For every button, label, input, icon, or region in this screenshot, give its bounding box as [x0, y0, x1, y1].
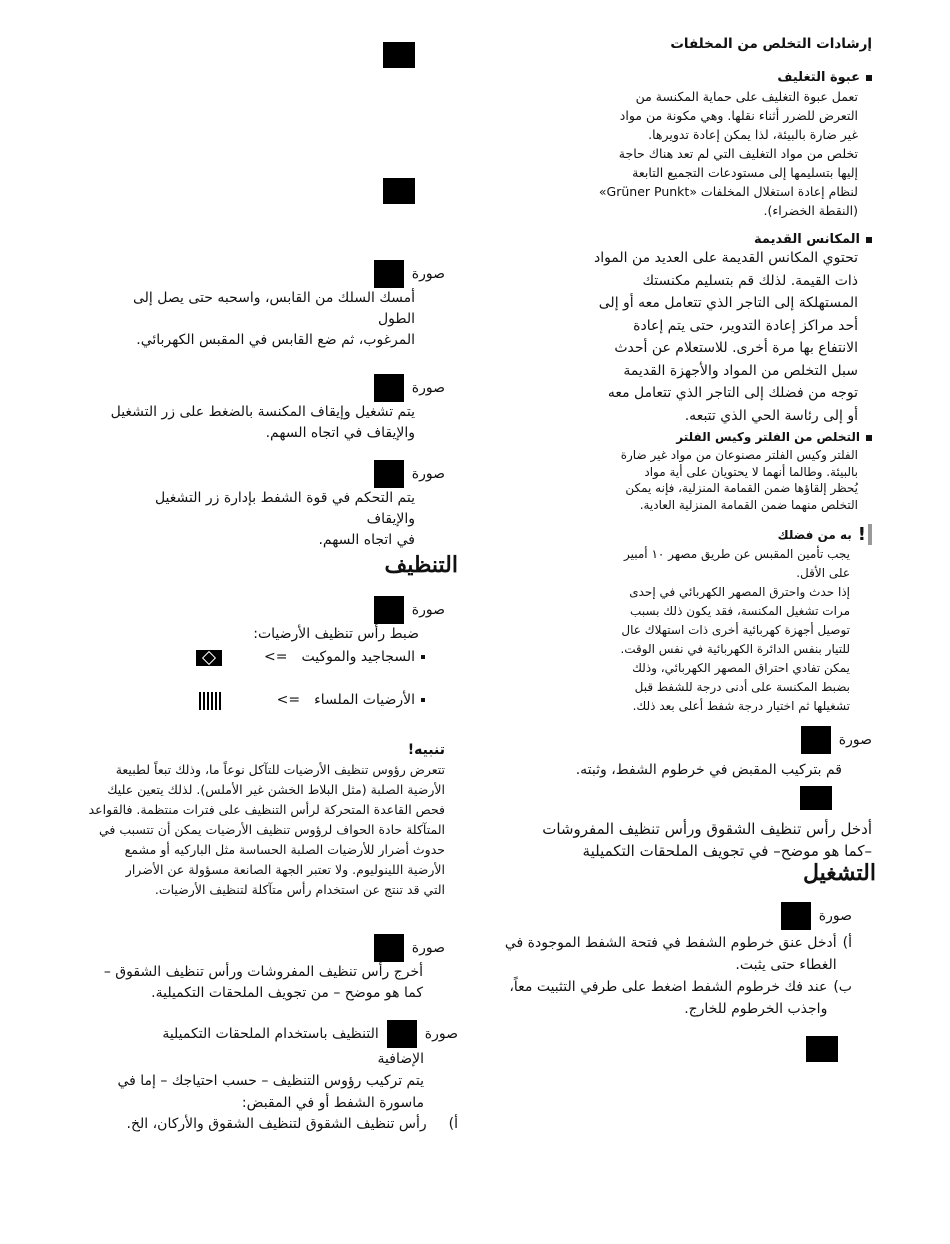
text-line: التعرض للضرر أثناء نقلها. وهي مكونة من مواد [619, 108, 858, 123]
carpet-setting-icon [196, 650, 222, 666]
caution-heading: تنبيه! [407, 742, 445, 758]
text-line: سبل التخلص من المواد والأجهزة القديمة [623, 362, 858, 379]
text-line: إليها بتسليمها إلى مستودعات التجميع التابعة [632, 165, 858, 180]
figure-marker [806, 1036, 838, 1062]
fig-b-text [472, 818, 872, 862]
fig6-block [78, 1020, 458, 1135]
figure-label: صورة [838, 732, 872, 748]
figure-marker [374, 596, 404, 624]
packaging-heading: عبوة التغليف [777, 70, 860, 85]
operation-block [472, 902, 852, 1020]
figure-label: صورة [424, 1026, 458, 1042]
text-line: تشغيلها ثم اختيار درجة شفط أعلى بعد ذلك. [632, 699, 850, 713]
text-line: ماسورة الشفط أو في المقبض: [241, 1095, 424, 1111]
packaging-text [572, 87, 858, 220]
text-line: الغطاء حتى يثبت. [735, 957, 837, 973]
fig3-block [105, 460, 445, 551]
text-line: تعمل عبوة التغليف على حماية المكنسة من [635, 89, 858, 104]
text-line: فحص القاعدة المتحركة لرأس التنظيف على فترات منتظمة. فالقواعد [88, 802, 445, 817]
fig6-heading: التنظيف باستخدام الملحقات التكميلية [162, 1026, 379, 1042]
warning-icon: ! [858, 524, 872, 545]
floor-setting-row [105, 690, 425, 711]
text-line: يمكن تفادي احتراق المصهر الكهربائي، وذلك [632, 661, 850, 675]
figure-label: صورة [411, 602, 445, 618]
text-line: أدخل عنق خرطوم الشفط في فتحة الشفط الموجودة في [504, 935, 837, 951]
bullet-icon [866, 435, 872, 441]
arrow-text: <= [264, 649, 288, 665]
figure-marker [374, 374, 404, 402]
figure-marker [374, 934, 404, 962]
figure-label: صورة [411, 466, 445, 482]
text-line: رأس تنظيف الشقوق لتنظيف الشقوق والأركان، الخ. [126, 1116, 427, 1132]
old-vacuums-heading: المكانس القديمة [754, 232, 860, 247]
filter-block [552, 428, 872, 513]
text-line: المتآكلة حادة الحواف لرؤوس تنظيف الأرضيات يمكن أن تتسبب في [98, 822, 445, 837]
figure-marker [781, 902, 811, 930]
text-line: المرغوب، ثم ضع القابس في المقبس الكهربائي. [136, 332, 415, 348]
text-line: التخلص منهما ضمن القمامة المنزلية العادية. [639, 497, 858, 512]
floor-setting-row [105, 647, 425, 668]
text-line: في اتجاه السهم. [318, 532, 415, 548]
text-line: ذات القيمة. لذلك قم بتسليم مكنستك [642, 272, 858, 289]
figure-marker [374, 460, 404, 488]
old-vacuums-block [552, 232, 872, 427]
text-line: للتيار بنفس الدائرة الكهربائية في نفس الوقت. [620, 642, 850, 656]
text-line: توصيل أجهزة كهربائية أخرى ذات استهلاك عال [621, 623, 850, 637]
text-line: مرات تشغيل المكنسة، فقد يكون ذلك بسبب [630, 604, 850, 618]
bullet-icon [421, 698, 425, 702]
fig4-block [105, 596, 445, 711]
disposal-section [552, 36, 872, 52]
old-vacuums-text [552, 247, 858, 427]
fig2-block [105, 374, 445, 444]
text-line: لنظام إعادة استغلال المخلفات «Grüner Punkt» [598, 184, 858, 199]
text-line: أحد مراكز إعادة التدوير، حتى يتم إعادة [633, 317, 858, 334]
text-line: الانتفاع بها مرة أخرى. للاستعلام عن أحدث [614, 340, 858, 356]
notice-block [562, 524, 872, 716]
figure-label: صورة [411, 940, 445, 956]
list-marker: أ) [448, 1116, 458, 1132]
text-line: على الأقل. [796, 566, 850, 580]
caution-block [15, 742, 445, 900]
text-line: الفلتر وكيس الفلتر مصنوعان من مواد غير ضارة [620, 448, 858, 462]
list-item [472, 976, 852, 1020]
figure-marker [387, 1020, 417, 1048]
text-line: الأرضية الصلبة (مثل البلاط الخشن غير الأملس). لذلك يتعين عليك [107, 782, 445, 797]
notice-heading: به من فضلك [777, 527, 852, 542]
bullet-icon [866, 237, 872, 243]
text-line: أخرج رأس تنظيف المفروشات ورأس تنظيف الشقوق – [103, 964, 423, 980]
text-line: بضبط المكنسة على أدنى درجة للشفط قبل [634, 680, 850, 694]
text-line: والإيقاف في اتجاه السهم. [265, 425, 415, 441]
arrow-text: <= [276, 692, 301, 708]
text-line: بالبيئة. وطالما أنهما لا يحتويان على أية مواد [644, 464, 858, 479]
text-line: كما هو موضح – من تجويف الملحقات التكميلية. [151, 985, 423, 1001]
text-line: عند فك خرطوم الشفط اضغط على طرفي التثبيت معاً، [509, 979, 828, 995]
figure-marker [801, 726, 831, 754]
list-item [78, 1114, 458, 1135]
text-line: الأرضية اللينوليوم. ولا تعتبر الجهة الصانعة مسؤولة عن الأضرار [125, 862, 445, 877]
filter-heading: التخلص من الفلتر وكيس الفلتر [676, 430, 860, 444]
text-line: تتعرض رؤوس تنظيف الأرضيات للتآكل نوعاً ما، وذلك تبعاً لطبيعة [115, 762, 445, 777]
text-line: توجه من فضلك إلى التاجر الذي تتعامل معه [607, 385, 858, 401]
text-line: يجب تأمين المقبس عن طريق مصهر ١٠ أمبير [624, 547, 850, 561]
notice-text [562, 545, 850, 716]
packaging-block [572, 68, 872, 220]
text-line: المستهلكة إلى التاجر الذي تتعامل معه أو إلى [598, 295, 858, 311]
text-line: واجذب الخرطوم للخارج. [684, 1001, 828, 1017]
text-line: تحتوي المكانس القديمة على العديد من المواد [593, 250, 858, 266]
list-marker: ب) [833, 979, 852, 995]
text-line: غير ضارة بالبيئة، لذا يمكن إعادة تدويرها. [648, 127, 858, 142]
fig5-block [85, 934, 445, 1004]
bullet-icon [866, 75, 872, 81]
bullet-icon [421, 655, 425, 659]
text-line: أمسك السلك من القابس، واسحبه حتى يصل إلى الطول [133, 290, 415, 327]
text-line: –كما هو موضح– في تجويف الملحقات التكميلية [582, 842, 872, 860]
floor-setting-label: السجاجيد والموكيت [301, 649, 415, 665]
disposal-title: إرشادات التخلص من المخلفات [670, 36, 872, 52]
figure-label: صورة [818, 908, 852, 924]
figure-label: صورة [411, 266, 445, 282]
text-line: إذا حدث واحترق المصهر الكهربائي في إحدى [629, 585, 850, 599]
text-line: أو إلى رئاسة الحي الذي تتبعه. [684, 407, 858, 424]
text-line: أدخل رأس تنظيف الشقوق ورأس تنظيف المفروشات [542, 820, 872, 838]
text-line: حدوث أضرار للأرضيات الصلبة الحساسة مثل الباركيه أو مشمع [124, 842, 445, 857]
figure-marker [383, 42, 415, 68]
fig-a-block [512, 726, 872, 781]
operation-title: التشغيل [803, 860, 876, 886]
floor-setting-label: الأرضيات الملساء [314, 692, 415, 708]
figure-marker [800, 786, 832, 810]
hard-floor-setting-icon [199, 692, 223, 710]
fig4-intro: ضبط رأس تنظيف الأرضيات: [253, 626, 419, 642]
list-marker: أ) [842, 935, 852, 951]
text-line: يُحظر إلقاؤها ضمن القمامة المنزلية، فإنه يمكن [625, 481, 858, 495]
text-line: التي قد تنتج عن استخدام رأس متآكلة لتنظيف الأرضيات. [154, 882, 445, 897]
text-line: يتم التحكم في قوة الشفط بإدارة زر التشغيل والإيقاف [154, 490, 415, 527]
cleaning-title: التنظيف [384, 552, 458, 578]
text-line: يتم تركيب رؤوس التنظيف – حسب احتياجك – إما في [117, 1073, 424, 1089]
fig-a-text: قم بتركيب المقبض في خرطوم الشفط، وثبته. [575, 762, 842, 778]
fig6-heading-cont: الإضافية [377, 1051, 424, 1067]
text-line: تخلص من مواد التغليف التي لم تعد هناك حاجة [618, 146, 858, 161]
text-line: يتم تشغيل وإيقاف المكنسة بالضغط على زر التشغيل [110, 404, 415, 420]
list-item [472, 932, 852, 976]
fig1-block [105, 260, 445, 351]
filter-text [552, 447, 858, 513]
figure-label: صورة [411, 380, 445, 396]
figure-marker [383, 178, 415, 204]
figure-marker [374, 260, 404, 288]
text-line: (النقطة الخضراء). [763, 203, 858, 218]
